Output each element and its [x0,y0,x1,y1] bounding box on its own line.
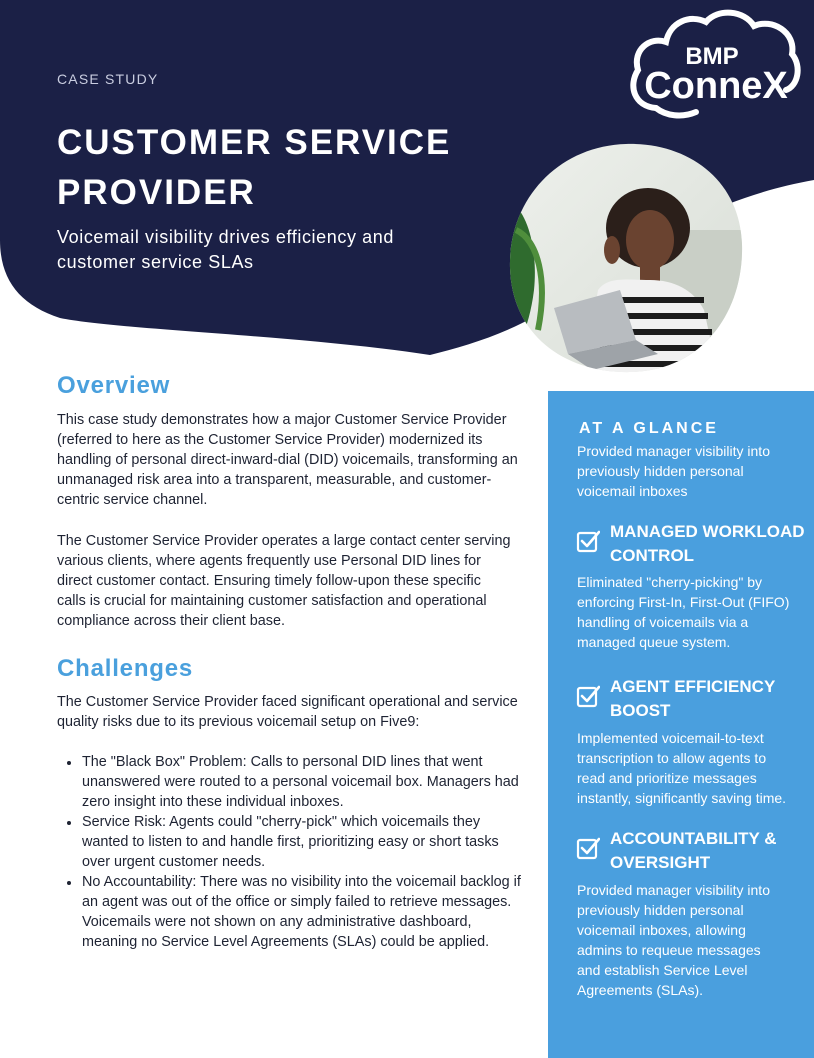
text-line: The Customer Service Provider operates a large contact center serving [57,533,511,549]
text-line: Eliminated "cherry-picking" by [577,574,763,590]
bmp-connex-logo [626,6,802,134]
subtitle-line: Voicemail visibility drives efficiency and [57,227,395,247]
sidebar-item-heading [610,827,810,875]
overview-paragraph [57,531,537,631]
text-line: OVERSIGHT [610,853,711,872]
list-item [57,752,537,812]
text-line: wanted to listen to and handle first, prioritizing easy or short tasks [82,834,499,850]
text-line: (referred to here as the Customer Service Provider) modernized its [57,432,483,448]
text-line: voicemail inboxes, allowing [577,922,746,938]
text-line: voicemail inboxes [577,483,688,499]
text-line: Service Risk: Agents could "cherry-pick" which voicemails they [82,814,481,830]
woman-with-laptop-photo [508,140,744,374]
text-line: handling of personal direct-inward-dial (DID) voicemails, transforming an [57,452,518,468]
text-line: direct customer contact. Ensuring timely follow-upon these specific [57,573,481,589]
page-subtitle [57,225,477,275]
text-line: managed queue system. [577,634,731,650]
text-line: calls is crucial for maintaining customer satisfaction and operational [57,593,487,609]
bullet-icon [67,821,71,825]
text-line: Implemented voicemail-to-text [577,730,764,746]
text-line: Voicemails were not shown on any administrative dashboard, [82,914,472,930]
sidebar-item-heading [610,675,810,723]
text-line: This case study demonstrates how a major Customer Service Provider [57,412,507,428]
text-line: enforcing First-In, First-Out (FIFO) [577,594,790,610]
text-line: centric service channel. [57,492,208,508]
sidebar-title: AT A GLANCE [579,420,719,437]
text-line: meaning no Service Level Agreements (SLAs) could be applied. [82,934,490,950]
text-line: handling of voicemails via a [577,614,749,630]
text-line: Provided manager visibility into [577,443,770,459]
text-line: AGENT EFFICIENCY [610,677,776,696]
text-line: over urgent customer needs. [82,854,266,870]
challenges-intro [57,692,537,732]
text-line: The "Black Box" Problem: Calls to personal DID lines that went [82,754,483,770]
text-line: zero insight into these individual inboxes. [82,794,344,810]
page-title [57,118,497,218]
subtitle-line: customer service SLAs [57,252,254,272]
text-line: Provided manager visibility into [577,882,770,898]
text-line: Agreements (SLAs). [577,982,704,998]
text-line: No Accountability: There was no visibility into the voicemail backlog if [82,874,521,890]
title-line: PROVIDER [57,173,256,212]
text-line: an agent was out of the office or simply failed to retrieve messages. [82,894,512,910]
text-line: previously hidden personal [577,902,744,918]
text-line: transcription to allow agents to [577,750,767,766]
logo-text-bmp: BMP [685,43,739,70]
sidebar-item-body [577,728,809,808]
text-line: admins to requeue messages [577,942,761,958]
text-line: various clients, where agents frequently use Personal DID lines for [57,553,481,569]
text-line: compliance across their client base. [57,613,285,629]
bullet-icon [67,761,71,765]
challenges-heading: Challenges [57,655,194,682]
checkbox-check-icon [576,684,600,708]
list-item [57,812,537,872]
list-item [57,872,537,952]
text-line: BOOST [610,701,671,720]
checkbox-check-icon [576,529,600,553]
text-line: and establish Service Level [577,962,748,978]
text-line: unanswered were routed to a personal voicemail box. Managers had [82,774,519,790]
challenges-list [57,752,537,952]
overview-heading: Overview [57,372,171,399]
checkbox-check-icon [576,836,600,860]
text-line: MANAGED WORKLOAD [610,522,805,541]
text-line: quality risks due to its previous voicemail setup on Five9: [57,714,420,730]
sidebar-item-body [577,572,809,652]
at-a-glance-sidebar [548,391,814,1058]
eyebrow-label: CASE STUDY [57,71,159,87]
logo-text-connex: ConneX [644,65,788,107]
text-line: ACCOUNTABILITY & [610,829,777,848]
bullet-icon [67,881,71,885]
text-line: CONTROL [610,546,695,565]
text-line: instantly, significantly saving time. [577,790,787,806]
title-line: CUSTOMER SERVICE [57,123,452,162]
text-line: previously hidden personal [577,463,744,479]
sidebar-item-heading [610,520,810,568]
sidebar-item-body [577,880,809,1000]
sidebar-intro [577,441,809,501]
text-line: The Customer Service Provider faced significant operational and service [57,694,518,710]
overview-paragraph [57,410,537,510]
text-line: unmanaged risk area into a transparent, measurable, and customer- [57,472,492,488]
text-line: read and prioritize messages [577,770,757,786]
